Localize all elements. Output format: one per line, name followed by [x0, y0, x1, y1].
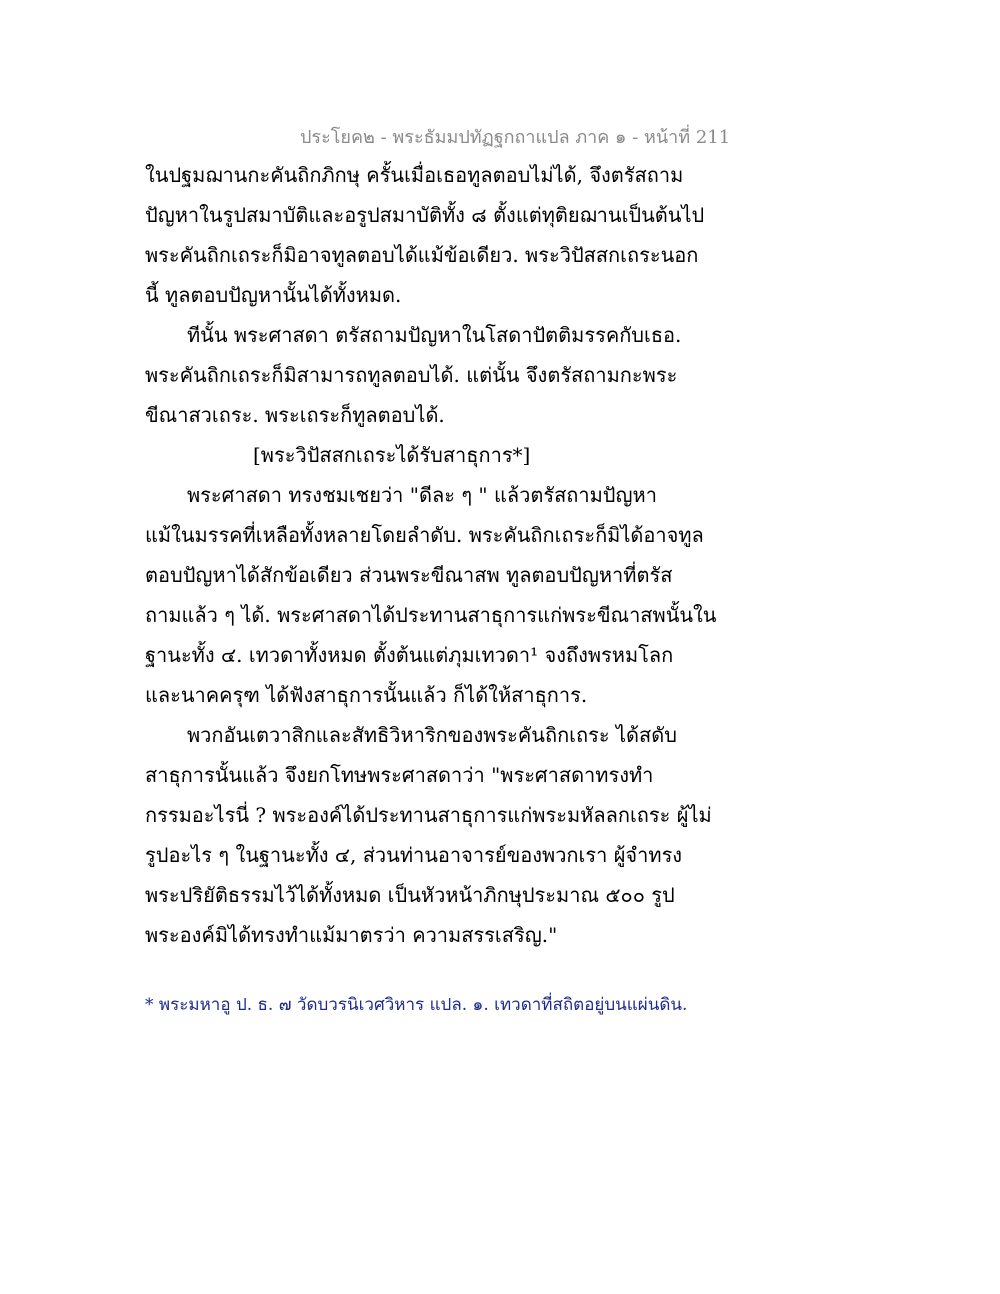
text-line: ในปฐมฌานกะคันถิกภิกษุ ครั้นเมื่อเธอทูลตอบไม่ได้, จึงตรัสถาม — [145, 163, 684, 187]
text-line: ถามแล้ว ๆ ได้. พระศาสดาได้ประทานสาธุการแก่พระขีณาสพนั้นใน — [145, 603, 717, 627]
text-line: พระองค์มิได้ทรงทำแม้มาตรว่า ความสรรเสริญ." — [145, 923, 558, 947]
running-header: ประโยค๒ - พระธัมมปทัฏฐกถาแปล ภาค ๑ - หน้าที่ 211 — [300, 127, 731, 148]
text-line: พระคันถิกเถระก็มิสามารถทูลตอบได้. แต่นั้น จึงตรัสถามกะพระ — [145, 363, 678, 387]
text-line: แม้ในมรรคที่เหลือทั้งหลายโดยลำดับ. พระคันถิกเถระก็มิได้อาจทูล — [145, 523, 704, 547]
text-line: กรรมอะไรนี่ ? พระองค์ได้ประทานสาธุการแก่พระมหัลลกเถระ ผู้ไม่ — [145, 803, 712, 827]
paragraph-start-line: พระศาสดา ทรงชมเชยว่า "ดีละ ๆ " แล้วตรัสถามปัญหา — [187, 483, 657, 507]
footnote: * พระมหาอู ป. ธ. ๗ วัดบวรนิเวศวิหาร แปล. ๑. เทวดาที่สถิตอยู่บนแผ่นดิน. — [145, 995, 688, 1015]
text-line: ตอบปัญหาได้สักข้อเดียว ส่วนพระขีณาสพ ทูลตอบปัญหาที่ตรัส — [145, 563, 673, 587]
body-text — [145, 155, 715, 955]
section-heading: [พระวิปัสสกเถระได้รับสาธุการ*] — [253, 443, 531, 467]
text-line: ฐานะทั้ง ๔. เทวดาทั้งหมด ตั้งต้นแต่ภุมเทวดา¹ จงถึงพรหมโลก — [145, 643, 674, 667]
text-line: พระคันถิกเถระก็มิอาจทูลตอบได้แม้ข้อเดียว. พระวิปัสสกเถระนอก — [145, 243, 699, 267]
paragraph-start-line: ทีนั้น พระศาสดา ตรัสถามปัญหาในโสดาปัตติมรรคกับเธอ. — [187, 323, 682, 347]
text-line: พระปริยัติธรรมไว้ได้ทั้งหมด เป็นหัวหน้าภิกษุประมาณ ๕๐๐ รูป — [145, 883, 675, 907]
text-line: และนาคครุฑ ได้ฟังสาธุการนั้นแล้ว ก็ได้ให้สาธุการ. — [145, 683, 588, 707]
paragraph-start-line: พวกอันเตวาสิกและสัทธิวิหาริกของพระคันถิกเถระ ได้สดับ — [187, 723, 677, 747]
text-line: รูปอะไร ๆ ในฐานะทั้ง ๔, ส่วนท่านอาจารย์ของพวกเรา ผู้จำทรง — [145, 843, 683, 867]
text-line: ปัญหาในรูปสมาบัติและอรูปสมาบัติทั้ง ๘ ตั้งแต่ทุติยฌานเป็นต้นไป — [145, 203, 705, 227]
text-line: สาธุการนั้นแล้ว จึงยกโทษพระศาสดาว่า "พระศาสดาทรงทำ — [145, 763, 654, 787]
text-line: ขีณาสวเถระ. พระเถระก็ทูลตอบได้. — [145, 403, 445, 427]
text-line: นี้ ทูลตอบปัญหานั้นได้ทั้งหมด. — [145, 283, 402, 307]
